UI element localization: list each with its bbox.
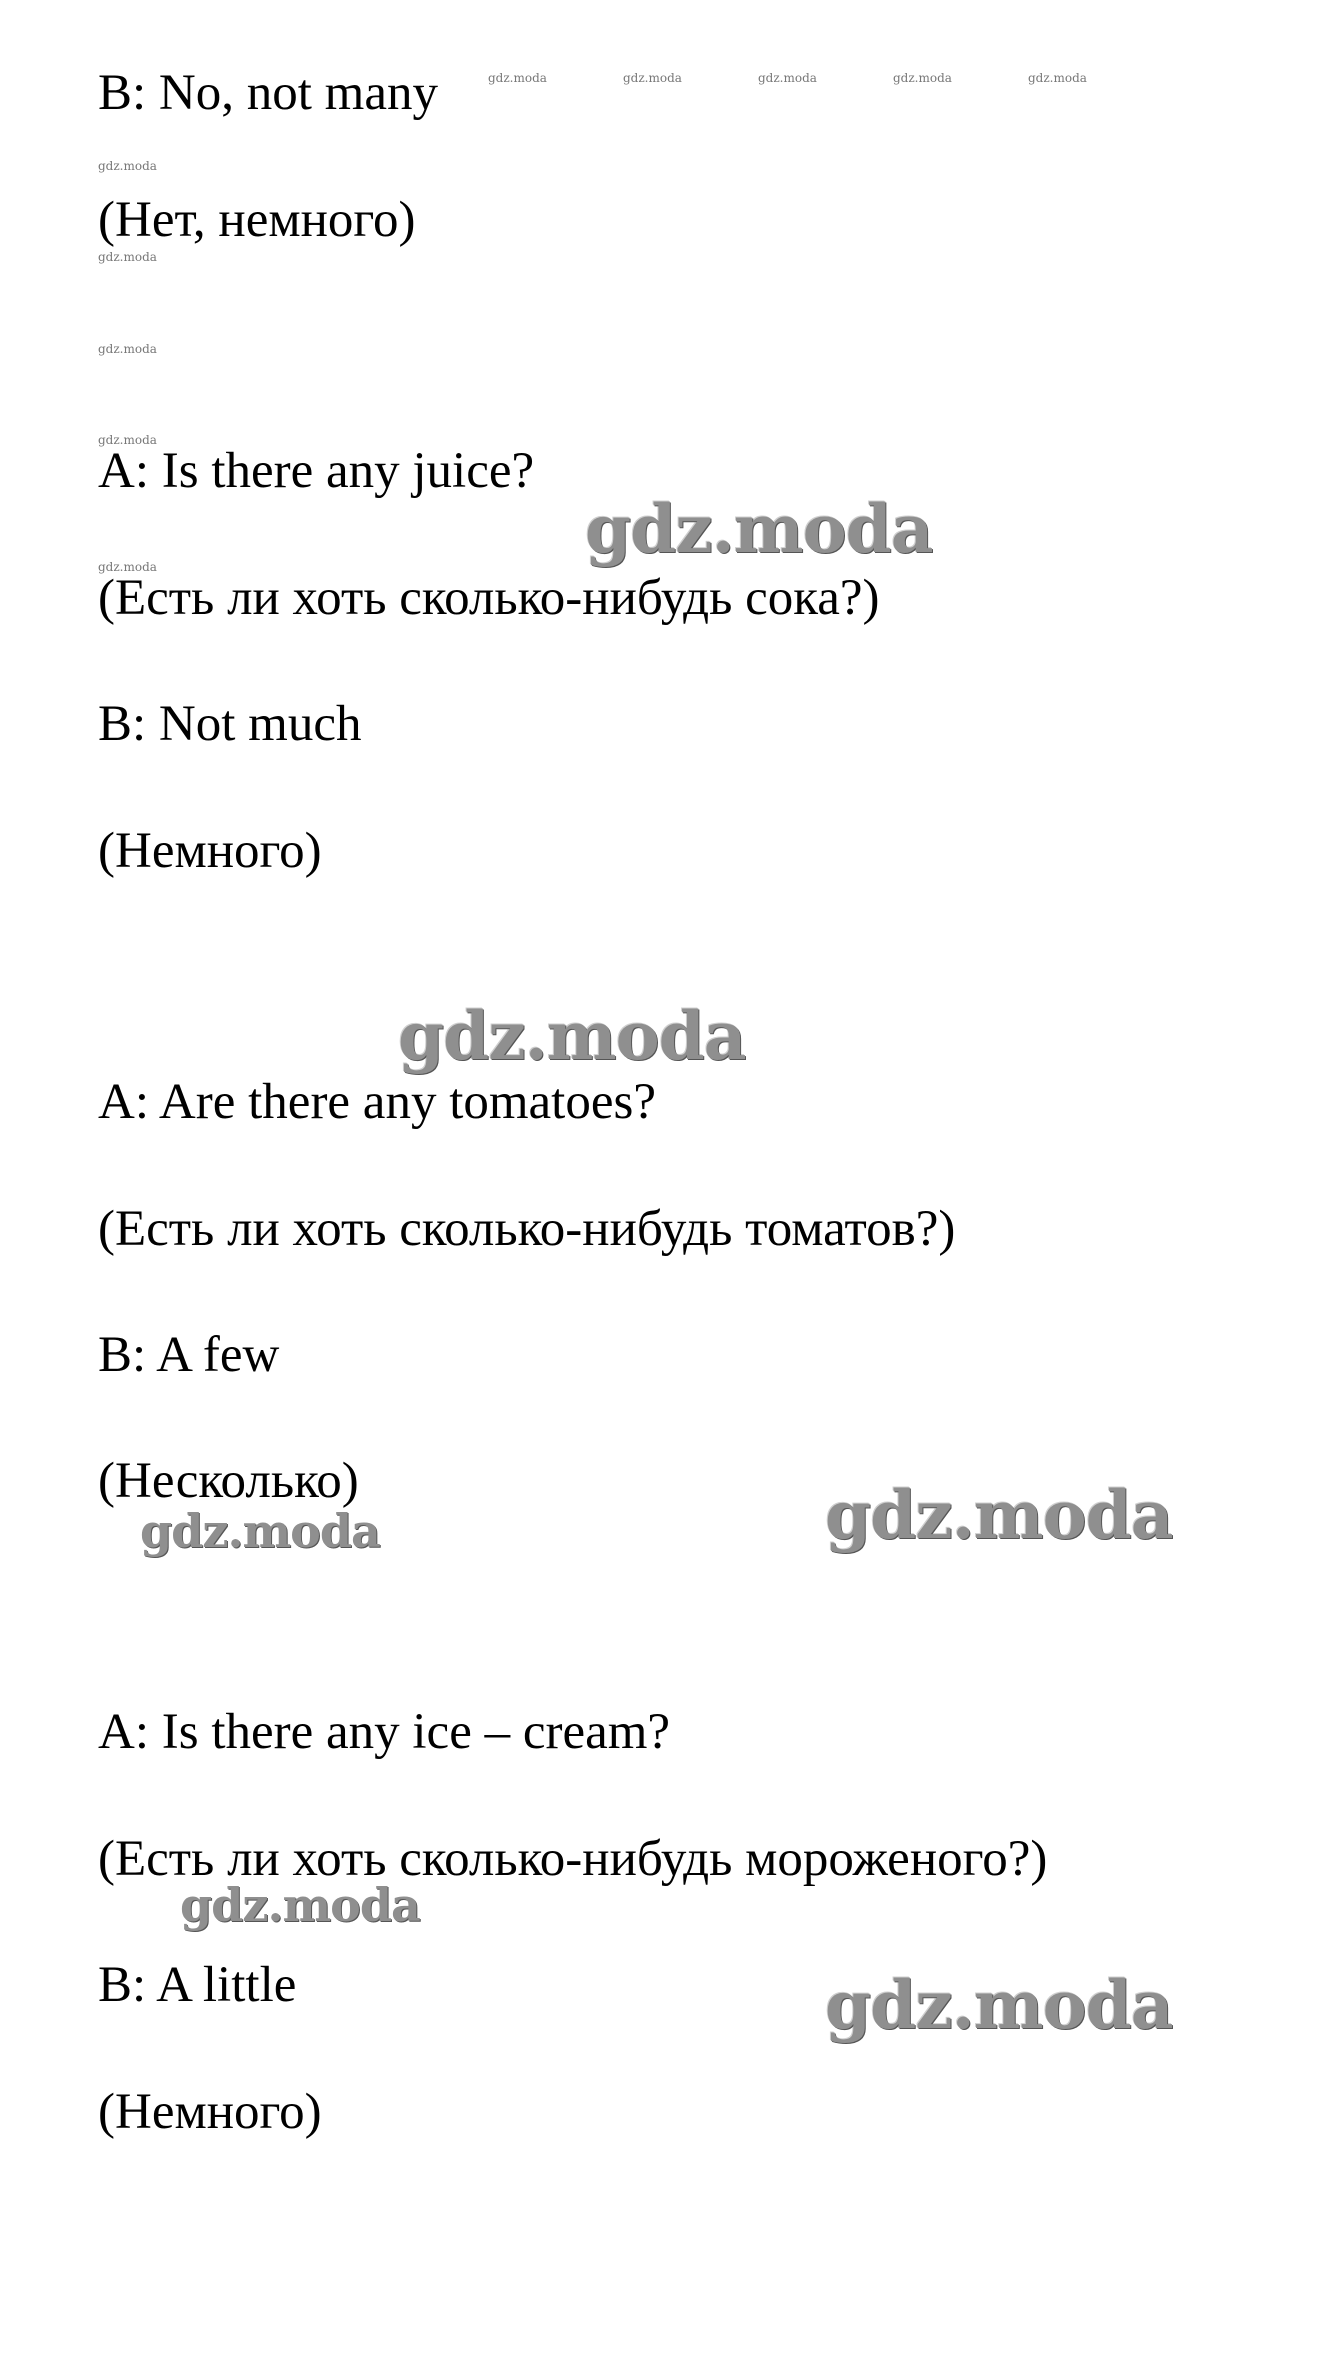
dialogue-line: B: A few: [98, 1327, 280, 1383]
translation-line: (Есть ли хоть сколько-нибудь мороженого?): [98, 1831, 1048, 1887]
translation-line: (Немного): [98, 823, 322, 879]
dialogue-line: B: Not much: [98, 696, 362, 752]
watermark: gdz.moda: [758, 71, 817, 85]
watermark: gdz.moda: [623, 71, 682, 85]
translation-line: (Нет, немного): [98, 192, 416, 248]
watermark: gdz.moda: [893, 71, 952, 85]
watermark: gdz.moda: [98, 159, 157, 173]
watermark: gdz.moda: [98, 433, 157, 447]
dialogue-line: A: Is there any ice – cream?: [98, 1704, 671, 1760]
translation-line: (Несколько): [98, 1453, 359, 1509]
translation-line: (Есть ли хоть сколько-нибудь сока?): [98, 570, 880, 626]
watermark: gdz.moda: [825, 1966, 1173, 2044]
watermark: gdz.moda: [180, 1878, 420, 1932]
dialogue-line: B: A little: [98, 1957, 297, 2013]
translation-line: (Немного): [98, 2084, 322, 2140]
watermark: gdz.moda: [398, 997, 746, 1075]
watermark: gdz.moda: [140, 1504, 380, 1558]
watermark: gdz.moda: [98, 342, 157, 356]
watermark: gdz.moda: [825, 1476, 1173, 1554]
watermark: gdz.moda: [98, 250, 157, 264]
watermark: gdz.moda: [98, 560, 157, 574]
translation-line: (Есть ли хоть сколько-нибудь томатов?): [98, 1201, 956, 1257]
watermark: gdz.moda: [1028, 71, 1087, 85]
dialogue-line: A: Are there any tomatoes?: [98, 1074, 656, 1130]
watermark: gdz.moda: [585, 490, 933, 568]
dialogue-line: B: No, not many: [98, 65, 438, 121]
watermark: gdz.moda: [488, 71, 547, 85]
dialogue-line: A: Is there any juice?: [98, 443, 535, 499]
